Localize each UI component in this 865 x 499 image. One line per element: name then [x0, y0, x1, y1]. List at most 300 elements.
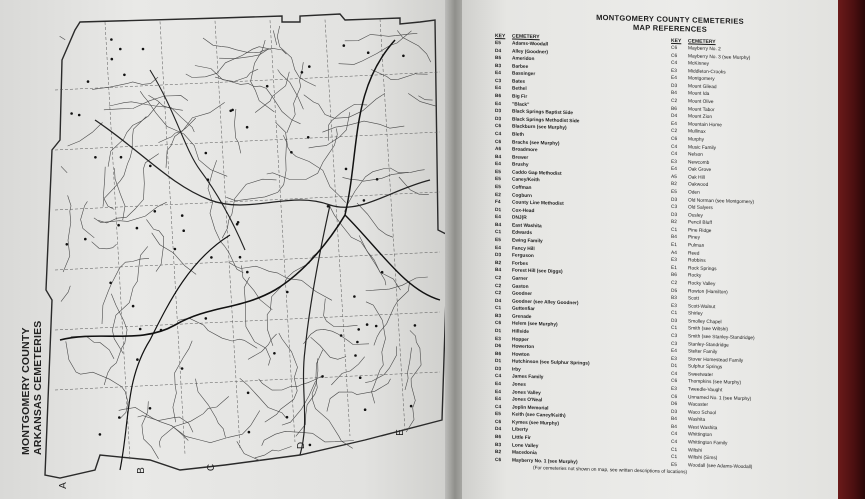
- cemetery-marker: [239, 256, 242, 259]
- cemetery-name: Murphy: [688, 137, 704, 143]
- reference-column-a: [495, 33, 675, 469]
- grid-letter-e: E: [394, 429, 406, 436]
- map-key: E4: [671, 349, 677, 355]
- stream-line: [222, 179, 276, 238]
- map-key: E4: [495, 71, 501, 77]
- cemetery-name: Forbes: [512, 261, 528, 267]
- cemetery-name: Jones O'Neal: [512, 397, 543, 404]
- cemetery-marker: [366, 323, 369, 326]
- map-key: B3: [495, 313, 502, 319]
- stream-line: [322, 121, 404, 132]
- map-key: D3: [671, 197, 678, 203]
- cemetery-name: Old Norman (see Montgomery): [688, 197, 755, 205]
- stream-line: [219, 49, 269, 59]
- map-key: C4: [671, 439, 678, 446]
- cemetery-name: Helem (see Murphy): [512, 321, 558, 329]
- map-key: E4: [671, 76, 677, 82]
- stream-line: [304, 329, 370, 344]
- cemetery-name: Tweedle-Vaught: [688, 387, 723, 394]
- cemetery-marker: [160, 329, 163, 332]
- cemetery-name: Little Fir: [512, 435, 531, 442]
- map-key: E4: [495, 162, 501, 168]
- cemetery-name: Smolley Chapel: [688, 319, 722, 326]
- cemetery-name: Hillside: [512, 329, 530, 335]
- map-key: E4: [671, 121, 677, 127]
- stream-line: [215, 77, 300, 124]
- stream-line: [244, 277, 270, 366]
- map-key: A4: [671, 250, 677, 256]
- cemetery-name: Oak Grove: [688, 167, 712, 174]
- stream-line: [304, 93, 385, 118]
- cemetery-name: Rowton (Hamilton): [688, 288, 728, 296]
- stream-line: [267, 252, 318, 346]
- stream-line: [140, 91, 227, 176]
- cemetery-name: Piney: [688, 235, 700, 242]
- map-key: A5: [671, 174, 677, 180]
- map-key: C2: [495, 283, 502, 289]
- stream-line: [92, 242, 117, 249]
- map-key: B4: [495, 154, 502, 160]
- map-key: E4: [495, 382, 501, 388]
- map-key: C6: [671, 45, 678, 52]
- cemetery-name: Mount Ida: [688, 91, 710, 98]
- map-key: E3: [671, 356, 677, 362]
- cemetery-name: Whittington: [688, 432, 712, 439]
- map-key: D1: [671, 364, 678, 370]
- grid-line: [105, 22, 130, 460]
- cemetery-marker: [174, 248, 177, 251]
- stream-line: [345, 168, 425, 212]
- cemetery-marker: [359, 376, 362, 379]
- cemetery-name: Mayberry No. 2: [688, 46, 721, 53]
- map-key: F4: [495, 200, 501, 206]
- stream-line: [273, 30, 277, 45]
- grid-letter-d: D: [296, 441, 308, 450]
- cemetery-marker: [205, 152, 208, 155]
- cemetery-marker: [286, 416, 289, 419]
- cemetery-name: Pencil Bluff: [688, 220, 712, 227]
- stream-line: [195, 66, 258, 82]
- cemetery-marker: [118, 416, 121, 419]
- map-key: E5: [495, 412, 501, 418]
- cemetery-name: Ousley: [688, 213, 703, 219]
- map-key: C6: [671, 394, 678, 400]
- map-key: B4: [495, 222, 502, 229]
- map-key: C4: [671, 432, 678, 438]
- map-key: C3: [671, 333, 678, 340]
- column-b-rows: [671, 45, 838, 474]
- cemetery-name: Mount Tabor: [688, 107, 715, 113]
- stream-line: [374, 282, 410, 345]
- cemetery-marker: [345, 168, 348, 171]
- cemetery-marker: [308, 65, 311, 68]
- cemetery-name: Barbee: [512, 64, 529, 70]
- grid-line: [215, 21, 240, 448]
- cemetery-marker: [136, 227, 139, 230]
- map-key: D5: [671, 288, 678, 294]
- footnote: (For cemeteries not shown on map, see written descriptions of locations): [533, 466, 688, 476]
- cemetery-marker: [247, 392, 250, 395]
- map-key: B3: [671, 295, 677, 302]
- column-a-rows: [495, 40, 675, 469]
- cemetery-marker: [375, 325, 378, 328]
- stream-line: [63, 195, 71, 272]
- map-key: C6: [671, 53, 678, 59]
- cemetery-name: Stover Homestead Family: [688, 357, 744, 364]
- cemetery-name: Brushy: [512, 162, 529, 169]
- map-key: D1: [495, 207, 502, 213]
- stream-line: [365, 346, 396, 382]
- stream-line: [229, 262, 332, 300]
- stream-line: [255, 72, 289, 113]
- cemetery-marker: [210, 256, 213, 259]
- cemetery-name: Garner: [512, 276, 528, 282]
- stream-line: [371, 70, 416, 80]
- stream-line: [103, 167, 114, 210]
- map-title-line-1: MONTGOMERY COUNTY: [20, 327, 32, 455]
- map-key: E3: [671, 303, 677, 309]
- stream-line: [61, 166, 67, 173]
- cemetery-name: Big Fir: [512, 94, 528, 100]
- map-key: C1: [671, 311, 678, 317]
- cemetery-name: Joplin Memorial: [512, 405, 549, 412]
- cemetery-name: Oakwood: [688, 182, 709, 189]
- stream-line: [142, 401, 159, 459]
- cemetery-name: Edwards: [512, 230, 532, 237]
- cemetery-marker: [117, 224, 120, 227]
- cemetery-name: Fancy Hill: [512, 246, 535, 252]
- cemetery-marker: [410, 405, 413, 408]
- cemetery-name: Washita: [688, 417, 706, 424]
- cemetery-name: Pine Ridge: [688, 228, 712, 234]
- cemetery-name: Robbins: [688, 258, 706, 265]
- map-key: B4: [495, 268, 502, 274]
- cemetery-name: Montgomery: [688, 76, 715, 83]
- cemetery-name: Smith (see Stanley-Standridge): [688, 334, 755, 342]
- cemetery-marker: [136, 358, 139, 361]
- stream-line: [203, 38, 286, 54]
- stream-line: [104, 294, 127, 385]
- cemetery-name: Bleth: [512, 132, 524, 138]
- stream-line: [311, 337, 347, 359]
- cemetery-name: DNJ(R: [512, 215, 527, 222]
- stream-line: [327, 379, 391, 412]
- cemetery-name: Alley (Goodner): [512, 49, 548, 56]
- document-title: [505, 10, 835, 37]
- cemetery-name: Reed: [688, 251, 700, 257]
- cemetery-marker: [402, 55, 405, 58]
- stream-line: [148, 95, 182, 110]
- map-key: E4: [495, 215, 501, 221]
- cemetery-marker: [343, 44, 346, 47]
- cemetery-marker: [78, 114, 81, 117]
- cemetery-name: Macedonia: [512, 450, 537, 457]
- map-key: B6: [495, 435, 502, 441]
- cemetery-marker: [149, 407, 152, 410]
- cemetery-name: Smith (see Wiltshi): [688, 326, 728, 333]
- stream-line: [339, 31, 412, 65]
- map-key: D4: [495, 298, 502, 304]
- cemetery-name: Scott-Walnut: [688, 304, 716, 310]
- cemetery-name: Shirley: [688, 311, 703, 318]
- cemetery-name: Nelson: [688, 152, 703, 158]
- cemetery-marker: [356, 341, 359, 344]
- map-key: E3: [495, 336, 501, 342]
- map-title-line-2: ARKANSAS CEMETERIES: [32, 320, 44, 455]
- map-key: D3: [495, 116, 502, 122]
- stream-line: [173, 341, 192, 422]
- cemetery-name: Howerton: [512, 344, 535, 351]
- cemetery-name: Cogburn: [512, 193, 532, 199]
- cemetery-marker: [246, 271, 249, 274]
- cemetery-name: Wiltshi (Sims): [688, 455, 718, 462]
- stream-line: [138, 416, 193, 433]
- cemetery-name: Rock Springs: [688, 266, 717, 272]
- cemetery-marker: [84, 238, 87, 241]
- cemetery-marker: [286, 291, 289, 294]
- cemetery-marker: [248, 431, 251, 434]
- document-title-line-1: MONTGOMERY COUNTY CEMETERIES: [596, 12, 744, 26]
- cemetery-marker: [154, 210, 157, 213]
- cemetery-name: Brewer: [512, 155, 529, 161]
- cemetery-marker: [363, 199, 366, 202]
- map-key: B6: [495, 94, 502, 100]
- cemetery-name: Grenade: [512, 314, 532, 320]
- map-key: C2: [671, 280, 678, 287]
- map-key: B4: [671, 417, 677, 423]
- cemetery-marker: [142, 48, 145, 51]
- cemetery-name: Bassinger: [512, 71, 536, 78]
- map-key: C4: [671, 144, 678, 150]
- map-key: C6: [495, 124, 502, 130]
- stream-line: [61, 286, 70, 302]
- cemetery-name: Scott: [688, 296, 699, 302]
- map-key: E4: [495, 389, 501, 395]
- cemetery-marker: [376, 178, 379, 181]
- stream-line: [359, 235, 386, 285]
- map-key: C4: [495, 404, 502, 410]
- highway-line: [345, 215, 440, 300]
- stream-line: [112, 246, 147, 353]
- cemetery-name: "Black": [512, 102, 530, 108]
- map-key: B6: [671, 106, 677, 112]
- cemetery-name: West Washita: [688, 425, 718, 432]
- cemetery-marker: [110, 38, 113, 41]
- cemetery-name: Hopper: [512, 337, 529, 343]
- map-key: E5: [495, 177, 501, 183]
- map-key: D1: [495, 359, 502, 365]
- cemetery-marker: [99, 433, 102, 436]
- cemetery-name: Middleton-Crooks: [688, 69, 726, 76]
- grid-letter-c: C: [206, 463, 218, 472]
- cemetery-marker: [132, 305, 135, 308]
- stream-line: [68, 123, 103, 147]
- cemetery-marker: [205, 317, 208, 320]
- stream-line: [119, 408, 189, 441]
- grid-letter-a: A: [57, 482, 69, 489]
- cemetery-name: Forest Hill (see Diggs): [512, 268, 563, 276]
- cemetery-name: Woodall (see Adams-Woodall): [688, 463, 753, 470]
- cemetery-name: Waco School: [688, 410, 717, 416]
- cemetery-marker: [94, 156, 97, 159]
- cemetery-marker: [87, 80, 90, 83]
- map-key: C6: [495, 321, 502, 327]
- cemetery-name: Gaston: [512, 283, 529, 290]
- cemetery-name: Wacaster: [688, 402, 709, 409]
- cemetery-name: Hutchinson (see Sulphur Springs): [512, 359, 590, 367]
- cemetery-header: CEMETERY: [512, 33, 540, 41]
- cemetery-name: Bethel: [512, 86, 527, 93]
- map-key: E3: [671, 386, 677, 393]
- stream-line: [324, 299, 358, 327]
- map-key: C1: [495, 306, 502, 312]
- stream-line: [81, 201, 95, 237]
- cemetery-marker: [414, 324, 417, 327]
- cemetery-marker: [266, 85, 269, 88]
- map-key: C6: [671, 136, 678, 143]
- cemetery-marker: [321, 375, 324, 378]
- map-key: C2: [495, 291, 502, 297]
- cemetery-name: Ferguson: [512, 253, 534, 260]
- map-key: D1: [495, 328, 502, 335]
- cemetery-marker: [236, 223, 239, 226]
- cemetery-name: Coffman: [512, 185, 532, 192]
- map-key: C2: [495, 275, 502, 282]
- map-key: C3: [495, 78, 502, 85]
- map-key: C1: [671, 447, 678, 453]
- map-key: D3: [671, 212, 678, 218]
- cemetery-name: Newcomb: [688, 160, 710, 166]
- map-key: B4: [671, 91, 677, 97]
- document-title-line-2: MAP REFERENCES: [632, 22, 708, 34]
- cemetery-name: Goodner (see Alley Goodner): [512, 299, 579, 306]
- cemetery-name: Jones: [512, 382, 526, 388]
- stream-line: [296, 350, 323, 437]
- cemetery-name: Mayberry No. 1 (see Murphy): [512, 458, 578, 466]
- stream-line: [259, 375, 324, 390]
- map-key: E4: [495, 101, 501, 107]
- map-key: D3: [671, 409, 678, 415]
- map-key: E5: [495, 184, 501, 191]
- cemetery-name: Mount Olive: [688, 99, 714, 106]
- map-key: B4: [671, 235, 677, 241]
- stream-line: [178, 318, 257, 348]
- cemetery-marker: [309, 444, 312, 447]
- map-key: A6: [495, 147, 502, 153]
- map-key: C6: [495, 419, 502, 426]
- cemetery-marker: [327, 205, 330, 208]
- cemetery-name: Oden: [688, 190, 700, 196]
- map-key: E3: [671, 68, 677, 74]
- map-key: D6: [495, 344, 502, 350]
- cemetery-name: Unnamed No. 1 (see Murphy): [688, 394, 752, 402]
- stream-line: [399, 177, 429, 195]
- cemetery-name: Thompkins (see Murphy): [688, 379, 742, 387]
- cemetery-marker: [353, 295, 356, 298]
- cemetery-name: Goodner: [512, 291, 532, 298]
- map-key: E5: [671, 189, 677, 196]
- cemetery-marker: [381, 271, 384, 274]
- map-key: C3: [671, 205, 678, 211]
- stream-line: [166, 118, 196, 168]
- map-key: B2: [671, 182, 677, 188]
- map-key: E2: [495, 192, 501, 198]
- map-key: E1: [671, 265, 677, 271]
- reference-sheet: [495, 10, 835, 476]
- cemetery-name: Bates: [512, 79, 526, 85]
- map-key: E5: [495, 238, 501, 244]
- map-key: C6: [671, 379, 678, 385]
- map-key: D4: [495, 48, 502, 54]
- stream-line: [104, 96, 188, 110]
- cemetery-name: Irby: [512, 367, 521, 373]
- cemetery-marker: [307, 136, 310, 139]
- map-key: E4: [495, 245, 501, 251]
- stream-line: [366, 277, 428, 291]
- cemetery-name: Keith (see Caney/Keith): [512, 412, 566, 420]
- highway-line: [60, 215, 345, 340]
- stream-line: [406, 330, 421, 432]
- map-key: C2: [671, 98, 678, 105]
- map-key: E4: [495, 397, 501, 403]
- map-key: B2: [495, 450, 502, 456]
- map-title: [20, 320, 44, 455]
- map-key: E3: [671, 258, 677, 264]
- cemetery-name: James Family: [512, 374, 544, 381]
- map-key: C1: [671, 326, 678, 332]
- stream-line: [330, 206, 401, 290]
- cemetery-name: Mount Zion: [688, 114, 712, 121]
- cemetery-name: County Line Methodist: [512, 200, 564, 208]
- cemetery-name: Brachs (see Murphy): [512, 139, 560, 147]
- cemetery-name: Mayberry No. 3 (see Murphy): [688, 53, 751, 61]
- map-key: C2: [671, 129, 678, 135]
- map-key: B4: [671, 424, 677, 430]
- map-key: C6: [495, 457, 502, 463]
- stream-line: [159, 396, 229, 447]
- cemetery-marker: [139, 328, 142, 331]
- map-key: E5: [671, 462, 677, 468]
- stream-line: [265, 333, 298, 422]
- key-header: KEY: [671, 37, 682, 45]
- key-header: KEY: [495, 33, 506, 40]
- cemetery-marker: [246, 126, 249, 129]
- reference-page: [462, 0, 838, 499]
- cemetery-marker: [182, 229, 185, 232]
- reference-column-b: [671, 38, 838, 474]
- map-key: C4: [495, 374, 502, 380]
- cemetery-name: Caney/Keith: [512, 177, 540, 184]
- map-key: E4: [671, 167, 677, 173]
- cemetery-marker: [66, 243, 69, 246]
- stream-line: [237, 441, 260, 460]
- stream-line: [102, 258, 149, 324]
- map-key: B6: [671, 273, 677, 279]
- cemetery-name: Rocky Valley: [688, 281, 716, 288]
- stream-line: [196, 379, 226, 438]
- cemetery-marker: [357, 328, 360, 331]
- cemetery-marker: [111, 58, 114, 61]
- stream-line: [405, 348, 412, 390]
- map-key: C4: [671, 61, 678, 67]
- cemetery-name: Mullinax: [688, 129, 706, 136]
- map-key: B3: [495, 442, 502, 448]
- cemetery-name: Sweetwater: [688, 372, 714, 378]
- map-key: C3: [671, 341, 678, 347]
- cemetery-name: Lone Valley: [512, 443, 539, 449]
- cemetery-name: Rocky: [688, 273, 702, 280]
- cemetery-marker: [149, 165, 152, 168]
